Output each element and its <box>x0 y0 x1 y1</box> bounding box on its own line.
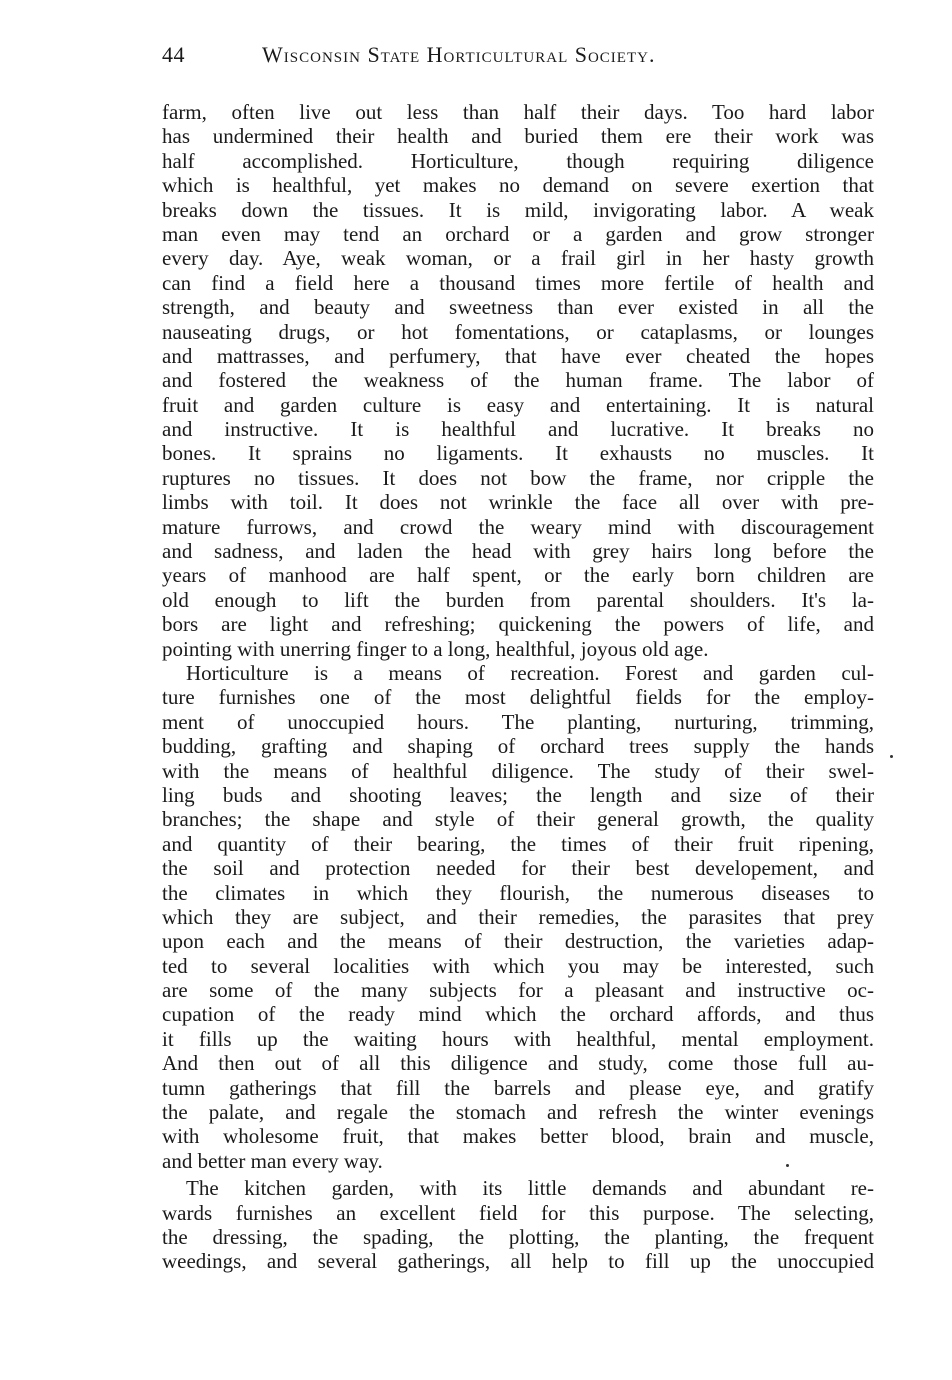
text-line: and fostered the weakness of the human frame. The labor of <box>162 368 874 393</box>
text-line: and instructive. It is healthful and lucrative. It breaks no <box>162 417 874 442</box>
text-line: are some of the many subjects for a pleasant and instructive oc- <box>162 978 874 1003</box>
text-line: which is healthful, yet makes no demand on severe exertion that <box>162 173 874 198</box>
text-line: half accomplished. Horticulture, though requiring diligence <box>162 148 874 173</box>
text-line: the dressing, the spading, the plotting, the planting, the frequent <box>162 1224 874 1249</box>
print-speck <box>890 755 893 758</box>
text-line: mature furrows, and crowd the weary mind with discouragement <box>162 514 874 539</box>
text-line: The kitchen garden, with its little demands and abundant re- <box>186 1176 874 1201</box>
text-line: ted to several localities with which you may be interested, such <box>162 953 874 978</box>
paragraph-2 <box>162 661 874 1173</box>
text-line: bors are light and refreshing; quickening the powers of life, and <box>162 612 874 637</box>
print-speck <box>786 1164 789 1167</box>
page-header <box>162 42 874 74</box>
running-title: Wisconsin State Horticultural Society. <box>262 42 656 67</box>
text-line: years of manhood are half spent, or the early born children are <box>162 563 874 588</box>
text-line: nauseating drugs, or hot fomentations, or cataplasms, or lounges <box>162 319 874 344</box>
text-line: cupation of the ready mind which the orchard affords, and thus <box>162 1002 874 1027</box>
paragraph-1 <box>162 100 874 661</box>
text-line: tumn gatherings that fill the barrels and please eye, and gratify <box>162 1075 874 1100</box>
text-line: can find a field here a thousand times more fertile of health and <box>162 270 874 295</box>
body-text <box>162 100 874 1274</box>
text-line: and quantity of their bearing, the times of their fruit ripening, <box>162 831 874 856</box>
text-line: upon each and the means of their destruction, the varieties adap- <box>162 929 874 954</box>
text-line: every day. Aye, weak woman, or a frail girl in her hasty growth <box>162 246 874 271</box>
text-line: strength, and beauty and sweetness than ever existed in all the <box>162 295 874 320</box>
text-line: the palate, and regale the stomach and refresh the winter evenings <box>162 1100 874 1125</box>
text-line: bones. It sprains no ligaments. It exhausts no muscles. It <box>162 441 874 466</box>
text-line: farm, often live out less than half their days. Too hard labor <box>162 100 874 124</box>
text-line: the soil and protection needed for their best developement, and <box>162 856 874 881</box>
text-line: ture furnishes one of the most delightful fields for the employ- <box>162 685 874 710</box>
text-line: old enough to lift the burden from parental shoulders. It's la- <box>162 587 874 612</box>
text-line: branches; the shape and style of their general growth, the quality <box>162 807 874 832</box>
text-line: ment of unoccupied hours. The planting, nurturing, trimming, <box>162 709 874 734</box>
text-line: has undermined their health and buried them ere their work was <box>162 124 874 149</box>
text-line: and mattrasses, and perfumery, that have ever cheated the hopes <box>162 343 874 368</box>
text-line: and sadness, and laden the head with grey hairs long before the <box>162 539 874 564</box>
text-line: fruit and garden culture is easy and entertaining. It is natural <box>162 392 874 417</box>
text-line: pointing with unerring finger to a long, healthful, joyous old age. <box>162 636 709 661</box>
text-line: ruptures no tissues. It does not bow the frame, nor cripple the <box>162 465 874 490</box>
text-line: man even may tend an orchard or a garden and grow stronger <box>162 221 874 246</box>
text-line: budding, grafting and shaping of orchard trees supply the hands <box>162 734 874 759</box>
text-line: And then out of all this diligence and study, come those full au- <box>162 1051 874 1076</box>
text-line: breaks down the tissues. It is mild, invigorating labor. A weak <box>162 197 874 222</box>
text-line: and better man every way. <box>162 1148 383 1173</box>
text-line: with the means of healthful diligence. The study of their swel- <box>162 758 874 783</box>
text-line: limbs with toil. It does not wrinkle the face all over with pre- <box>162 490 874 515</box>
text-line: which they are subject, and their remedies, the parasites that prey <box>162 904 874 929</box>
text-line: ling buds and shooting leaves; the length and size of their <box>162 782 874 807</box>
text-line: the climates in which they flourish, the numerous diseases to <box>162 880 874 905</box>
text-line: it fills up the waiting hours with healthful, mental employment. <box>162 1026 874 1051</box>
text-line: weedings, and several gatherings, all help to fill up the unoccupied <box>162 1249 874 1274</box>
page-number: 44 <box>162 42 185 67</box>
text-line: Horticulture is a means of recreation. Forest and garden cul- <box>186 660 874 685</box>
text-line: with wholesome fruit, that makes better blood, brain and muscle, <box>162 1124 874 1149</box>
text-line: wards furnishes an excellent field for this purpose. The selecting, <box>162 1200 874 1225</box>
paragraph-3 <box>162 1176 874 1274</box>
